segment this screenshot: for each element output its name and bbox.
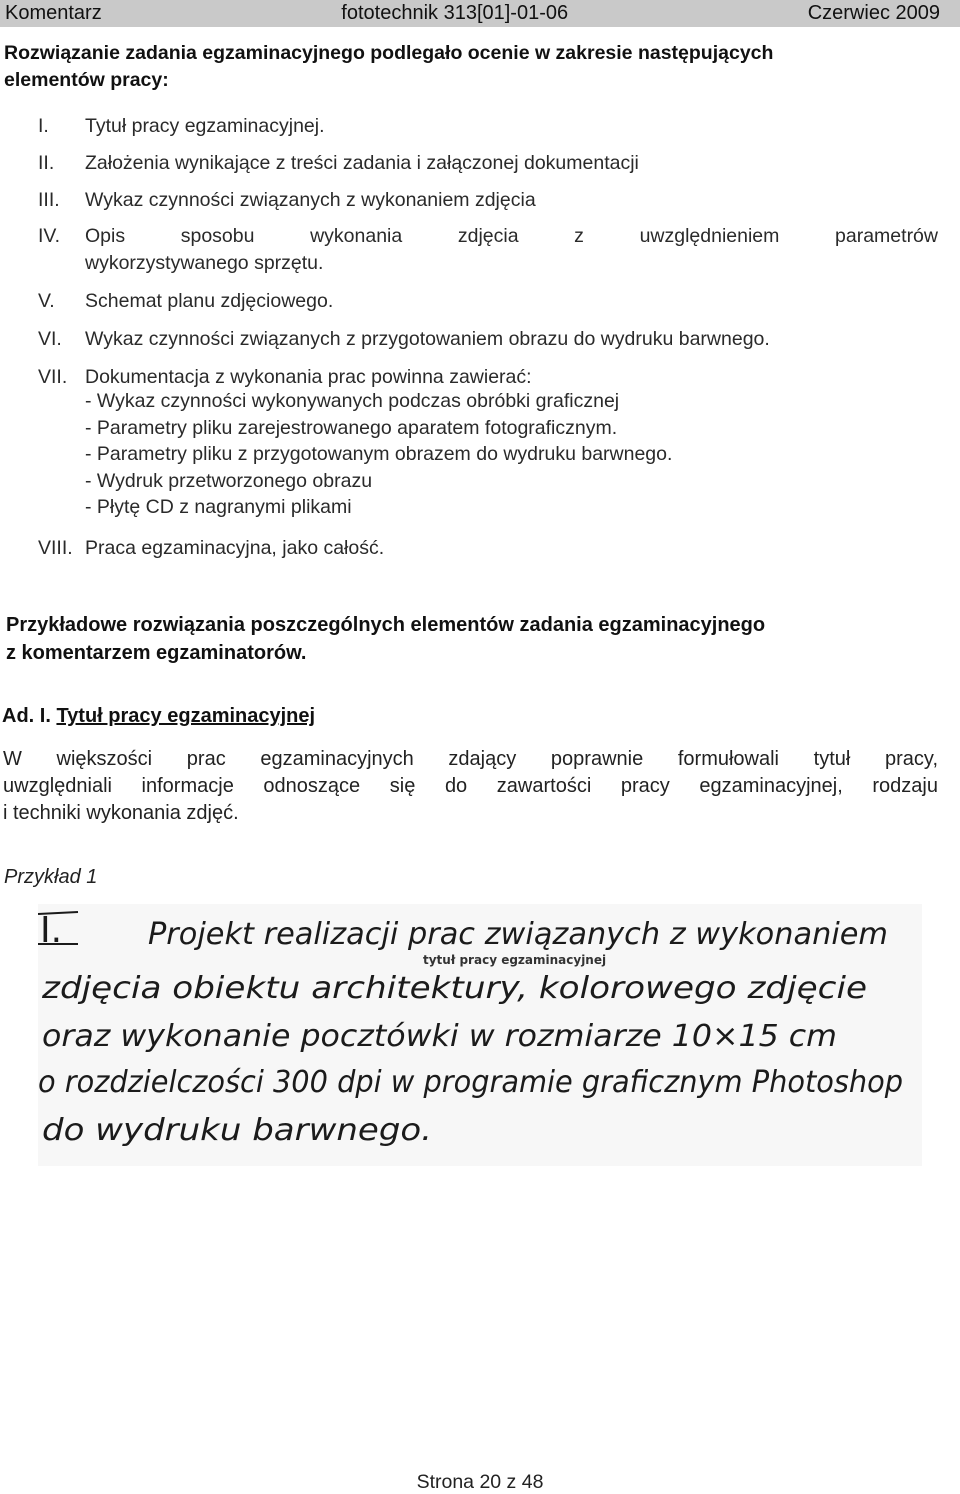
examples-heading [6,611,936,667]
item-text-line-1: Opis sposobu wykonania zdjęcia z uwzględnieniem parametrów [85,225,938,247]
item-text: Schemat planu zdjęciowego. [85,290,334,312]
handwritten-scan [38,904,922,1166]
item-text: Założenia wynikające z treści zadania i załączonej dokumentacji [85,152,639,174]
examples-heading-line-1: Przykładowe rozwiązania poszczególnych elementów zadania egzaminacyjnego [6,614,766,636]
sub-item: - Wydruk przetworzonego obrazu [85,469,373,492]
item-text: Tytuł pracy egzaminacyjnej. [85,115,325,137]
paragraph-line-1: W większości prac egzaminacyjnych zdający poprawnie formułowali tytuł pracy, [3,748,938,770]
item-body [85,366,938,521]
intro-line-1: Rozwiązanie zadania egzaminacyjnego podlegało ocenie w zakresie następujących [4,42,774,64]
handwriting-line: oraz wykonanie pocztówki w rozmiarze 10×15 cm [42,1019,837,1054]
header-center: fototechnik 313[01]-01-06 [341,2,569,24]
handwriting-line: Projekt realizacji prac związanych z wykonaniem [148,917,888,952]
item-text: Praca egzaminacyjna, jako całość. [85,537,385,559]
sub-item: - Wykaz czynności wykonywanych podczas obróbki graficznej [85,390,620,412]
handwriting-line: zdjęcia obiektu architektury, kolorowego zdjęcie [40,971,868,1006]
ad-title: Tytuł pracy egzaminacyjnej [56,705,316,727]
item-text: Wykaz czynności związanych z wykonaniem zdjęcia [85,189,536,211]
comment-paragraph [3,746,938,827]
item-number: VI. [38,328,62,350]
sub-item: - Płytę CD z nagranymi plikami [85,496,352,518]
ad-prefix: Ad. I. [2,705,57,727]
page-header [0,0,960,27]
item-number: IV. [38,225,61,247]
examples-heading-line-2: z komentarzem egzaminatorów. [6,642,307,664]
header-right: Czerwiec 2009 [807,2,940,24]
intro-heading [4,40,944,94]
handwriting-line: do wydruku barwnego. [42,1113,432,1148]
handwriting-image [38,904,922,1166]
item-number: I. [38,115,49,137]
paragraph-line-3: i techniki wykonania zdjęć. [3,802,239,824]
example-label: Przykład 1 [4,866,98,888]
item-text-line-2: wykorzystywanego sprzętu. [85,252,324,274]
intro-line-2: elementów pracy: [4,69,169,91]
handwriting-line: o rozdzielczości 300 dpi w programie graficznym Photoshop [38,1065,903,1100]
item-number: VIII. [38,537,73,559]
stamp-label: tytuł pracy egzaminacyjnej [423,953,607,967]
ad-heading [2,705,315,728]
sub-item: - Parametry pliku z przygotowanym obrazem do wydruku barwnego. [85,443,673,465]
item-number: III. [38,189,60,211]
item-number: V. [38,290,55,312]
paragraph-line-2: uwzględniali informacje odnoszące się do zawartości pracy egzaminacyjnej, rodzaju [3,775,938,797]
item-text: Dokumentacja z wykonania prac powinna zawierać: [85,366,532,388]
header-left: Komentarz [5,2,102,24]
roman-numeral: I. [40,910,63,951]
page-footer: Strona 20 z 48 [416,1471,544,1493]
sub-item: - Parametry pliku zarejestrowanego aparatem fotograficznym. [85,416,618,439]
item-number: VII. [38,366,68,388]
item-number: II. [38,152,55,174]
item-text: Wykaz czynności związanych z przygotowaniem obrazu do wydruku barwnego. [85,328,770,350]
